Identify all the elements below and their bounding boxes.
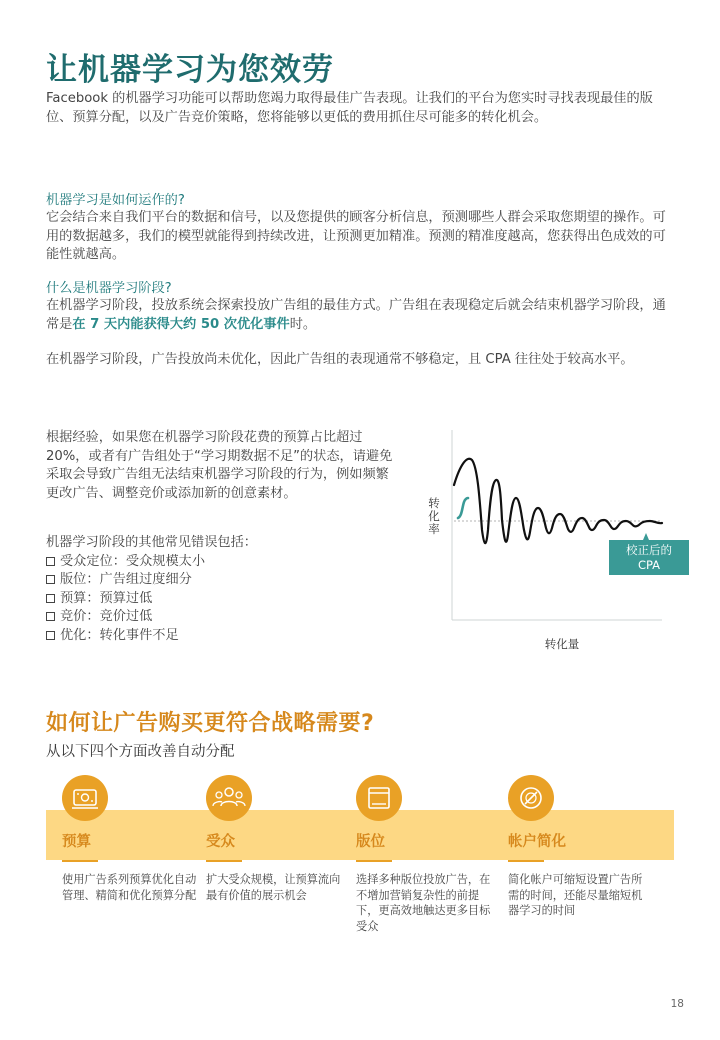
error-item: 版位：广告组过度细分 xyxy=(46,571,401,590)
card-desc-placement: 选择多种版位投放广告，在不增加营销复杂性的前提下，更高效地触达更多目标受众 xyxy=(356,873,491,933)
card-label-placement: 版位 xyxy=(356,834,385,850)
learning-curve xyxy=(454,459,662,543)
accent-stroke xyxy=(458,498,468,518)
y-axis-label: 转 化 率 xyxy=(428,496,440,536)
checkbox-icon xyxy=(46,612,55,621)
placement-icon xyxy=(356,775,402,821)
rule-paragraph: 根据经验，如果您在机器学习阶段花费的预算占比超过 20%，或者有广告组处于“学习期数据不足”的状态，请避免采取会导致广告组无法结束机器学习阶段的行为，例如频繁更改广告、调整竞价或添加新的创意素材。 xyxy=(46,430,393,501)
error-item: 竞价：竞价过低 xyxy=(46,608,401,627)
card-underline xyxy=(206,860,242,862)
audience-icon xyxy=(206,775,252,821)
error-item: 受众定位：受众规模太小 xyxy=(46,553,401,572)
card-desc-simplify: 简化帐户可缩短设置广告所需的时间，还能尽量缩短机器学习的时间 xyxy=(508,873,643,917)
what-body-1-pre: 在机器学习阶段，投放系统会探索投放广告组的最佳方式。广告组在表现稳定后就会结束机器学习阶段，通常是 xyxy=(46,298,666,332)
card-underline xyxy=(62,860,98,862)
what-body-2: 在机器学习阶段，广告投放尚未优化，因此广告组的表现通常不够稳定，且 CPA 往往处于较高水平。 xyxy=(46,352,634,367)
how-heading: 机器学习是如何运作的? xyxy=(46,193,185,208)
card-label-audience: 受众 xyxy=(206,834,235,850)
learning-curve-diagram xyxy=(420,420,700,660)
page-number: 18 xyxy=(670,998,684,1010)
how-body: 它会结合来自我们平台的数据和信号，以及您提供的顾客分析信息，预测哪些人群会采取您期望的操作。可用的数据越多，我们的模型就能得到持续改进，让预测更加精准。预测的精准度越高，您获得出色成效的可能性就越高。 xyxy=(46,210,666,262)
what-body-1-highlight: 在 7 天内能获得大约 50 次优化事件 xyxy=(72,316,290,332)
simplify-icon xyxy=(508,775,554,821)
checkbox-icon xyxy=(46,557,55,566)
cpa-callout-line1: 校正后的 xyxy=(626,543,672,557)
card-label-budget: 预算 xyxy=(62,834,91,850)
x-axis-label: 转化量 xyxy=(544,637,580,651)
error-item: 优化：转化事件不足 xyxy=(46,627,401,646)
cpa-callout-line2: CPA xyxy=(637,558,661,572)
errors-block xyxy=(46,534,401,645)
what-heading: 什么是机器学习阶段? xyxy=(46,281,172,296)
intro-paragraph: Facebook 的机器学习功能可以帮助您竭力取得最佳广告表现。让我们的平台为您实时寻找表现最佳的版位、预算分配，以及广告竞价策略，您将能够以更低的费用抓住尽可能多的转化机会。 xyxy=(46,91,653,125)
cpa-callout-pointer xyxy=(643,533,649,540)
page-title: 让机器学习为您效劳 xyxy=(46,52,334,88)
card-underline xyxy=(356,860,392,862)
errors-list xyxy=(46,553,401,646)
checkbox-icon xyxy=(46,575,55,584)
checkbox-icon xyxy=(46,631,55,640)
what-body-1 xyxy=(46,297,666,334)
card-underline xyxy=(508,860,544,862)
errors-heading: 机器学习阶段的其他常见错误包括： xyxy=(46,535,257,550)
error-item: 预算：预算过低 xyxy=(46,590,401,609)
card-label-simplify: 帐户简化 xyxy=(508,834,566,850)
budget-icon xyxy=(62,775,108,821)
what-body-1-post: 时。 xyxy=(289,316,317,332)
section2-subtitle: 从以下四个方面改善自动分配 xyxy=(46,744,235,760)
card-desc-budget: 使用广告系列预算优化自动管理、精简和优化预算分配 xyxy=(62,873,197,902)
checkbox-icon xyxy=(46,594,55,603)
card-desc-audience: 扩大受众规模，让预算流向最有价值的展示机会 xyxy=(206,873,341,902)
section2-title: 如何让广告购买更符合战略需要? xyxy=(46,711,375,736)
